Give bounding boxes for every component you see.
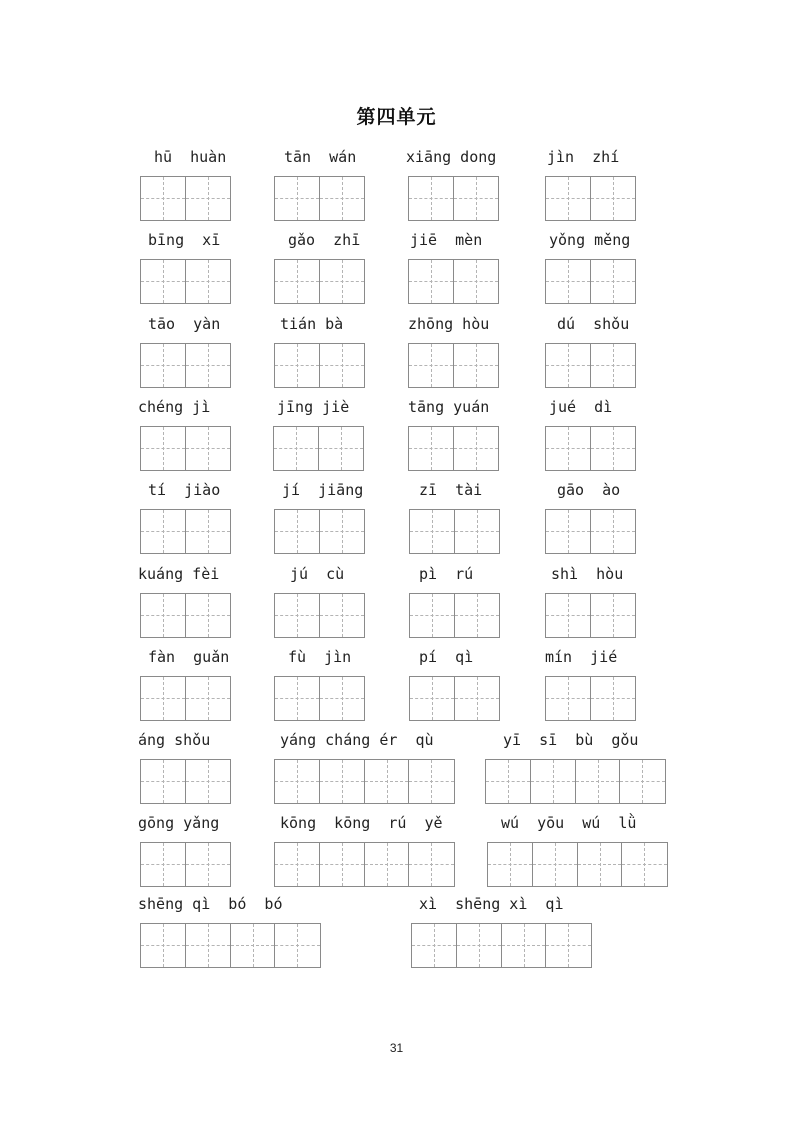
tianzige-cell[interactable] [141, 510, 186, 553]
tianzige-cell[interactable] [186, 594, 231, 637]
writing-grid[interactable] [274, 593, 365, 638]
tianzige-cell[interactable] [546, 924, 591, 967]
tianzige-cell[interactable] [546, 510, 591, 553]
pinyin-label: jí jiāng [282, 481, 364, 499]
writing-grid[interactable] [140, 842, 231, 887]
pinyin-label: jué dì [549, 398, 613, 416]
pinyin-label: shēng qì bó bó [138, 895, 283, 913]
tianzige-cell[interactable] [141, 260, 186, 303]
writing-grid[interactable] [409, 593, 500, 638]
tianzige-cell[interactable] [275, 260, 320, 303]
pinyin-label: pí qì [419, 648, 474, 666]
tianzige-cell[interactable] [320, 677, 365, 720]
tianzige-cell[interactable] [591, 344, 636, 387]
pinyin-label: tān wán [284, 148, 357, 166]
writing-grid[interactable] [274, 759, 455, 804]
tianzige-cell[interactable] [141, 677, 186, 720]
tianzige-cell[interactable] [186, 510, 231, 553]
tianzige-cell[interactable] [274, 427, 319, 470]
writing-grid[interactable] [409, 676, 500, 721]
tianzige-cell[interactable] [546, 344, 591, 387]
tianzige-cell[interactable] [320, 594, 365, 637]
tianzige-cell[interactable] [141, 843, 186, 886]
writing-grid[interactable] [545, 593, 636, 638]
writing-grid[interactable] [273, 426, 364, 471]
writing-grid[interactable] [545, 509, 636, 554]
tianzige-cell[interactable] [578, 843, 623, 886]
tianzige-cell[interactable] [488, 843, 533, 886]
tianzige-cell[interactable] [141, 177, 186, 220]
pinyin-label: tí jiào [148, 481, 221, 499]
tianzige-cell[interactable] [320, 344, 365, 387]
tianzige-cell[interactable] [320, 510, 365, 553]
writing-grid[interactable] [274, 343, 365, 388]
tianzige-cell[interactable] [275, 510, 320, 553]
tianzige-cell[interactable] [275, 177, 320, 220]
tianzige-cell[interactable] [409, 427, 454, 470]
tianzige-cell[interactable] [622, 843, 667, 886]
tianzige-cell[interactable] [531, 760, 576, 803]
tianzige-cell[interactable] [546, 427, 591, 470]
pinyin-label: kuáng fèi [138, 565, 220, 583]
writing-grid[interactable] [140, 176, 231, 221]
tianzige-cell[interactable] [454, 260, 499, 303]
writing-grid[interactable] [274, 509, 365, 554]
tianzige-cell[interactable] [186, 924, 231, 967]
pinyin-label: fù jìn [288, 648, 352, 666]
tianzige-cell[interactable] [576, 760, 621, 803]
writing-grid[interactable] [274, 676, 365, 721]
pinyin-label: shì hòu [551, 565, 624, 583]
writing-grid[interactable] [545, 676, 636, 721]
tianzige-cell[interactable] [546, 260, 591, 303]
tianzige-cell[interactable] [591, 510, 636, 553]
pinyin-label: yī sī bù gǒu [503, 731, 639, 749]
writing-grid[interactable] [140, 426, 231, 471]
pinyin-label: wú yōu wú lǜ [501, 814, 637, 832]
tianzige-cell[interactable] [454, 344, 499, 387]
tianzige-cell[interactable] [409, 177, 454, 220]
pinyin-label: jīng jiè [277, 398, 350, 416]
tianzige-cell[interactable] [533, 843, 578, 886]
tianzige-cell[interactable] [591, 260, 636, 303]
page-number: 31 [389, 1041, 404, 1055]
tianzige-cell[interactable] [320, 760, 365, 803]
writing-grid[interactable] [545, 426, 636, 471]
tianzige-cell[interactable] [546, 594, 591, 637]
tianzige-cell[interactable] [365, 843, 410, 886]
writing-grid[interactable] [545, 259, 636, 304]
pinyin-label: jìn zhí [547, 148, 620, 166]
tianzige-cell[interactable] [275, 924, 320, 967]
page-title: 第四单元 [356, 106, 437, 128]
tianzige-cell[interactable] [454, 177, 499, 220]
writing-grid[interactable] [411, 923, 592, 968]
pinyin-label: tāo yàn [148, 315, 221, 333]
tianzige-cell[interactable] [275, 677, 320, 720]
tianzige-cell[interactable] [410, 594, 455, 637]
tianzige-cell[interactable] [231, 924, 276, 967]
tianzige-cell[interactable] [186, 677, 231, 720]
pinyin-label: yǒng měng [549, 231, 631, 249]
tianzige-cell[interactable] [454, 427, 499, 470]
tianzige-cell[interactable] [320, 843, 365, 886]
tianzige-cell[interactable] [409, 760, 454, 803]
tianzige-cell[interactable] [319, 427, 364, 470]
tianzige-cell[interactable] [591, 677, 636, 720]
tianzige-cell[interactable] [455, 677, 500, 720]
writing-grid[interactable] [408, 426, 499, 471]
tianzige-cell[interactable] [320, 260, 365, 303]
pinyin-label: mín jié [545, 648, 618, 666]
writing-grid[interactable] [140, 676, 231, 721]
writing-grid[interactable] [545, 176, 636, 221]
tianzige-cell[interactable] [591, 177, 636, 220]
tianzige-cell[interactable] [410, 677, 455, 720]
tianzige-cell[interactable] [186, 427, 231, 470]
tianzige-cell[interactable] [141, 594, 186, 637]
tianzige-cell[interactable] [546, 677, 591, 720]
tianzige-cell[interactable] [502, 924, 547, 967]
pinyin-label: gǎo zhī [288, 231, 361, 249]
tianzige-cell[interactable] [141, 427, 186, 470]
pinyin-label: xiāng dong [406, 148, 497, 166]
pinyin-label: fàn guǎn [148, 648, 230, 666]
writing-grid[interactable] [408, 343, 499, 388]
pinyin-label: xì shēng xì qì [419, 895, 564, 913]
tianzige-cell[interactable] [546, 177, 591, 220]
writing-grid[interactable] [274, 259, 365, 304]
writing-grid[interactable] [140, 343, 231, 388]
pinyin-label: tāng yuán [408, 398, 490, 416]
tianzige-cell[interactable] [141, 344, 186, 387]
pinyin-label: tián bà [280, 315, 344, 333]
tianzige-cell[interactable] [591, 594, 636, 637]
writing-grid[interactable] [140, 509, 231, 554]
tianzige-cell[interactable] [275, 594, 320, 637]
writing-grid[interactable] [274, 842, 455, 887]
tianzige-cell[interactable] [412, 924, 457, 967]
tianzige-cell[interactable] [186, 760, 231, 803]
writing-grid[interactable] [140, 923, 321, 968]
tianzige-cell[interactable] [486, 760, 531, 803]
pinyin-label: hū huàn [154, 148, 227, 166]
tianzige-cell[interactable] [455, 594, 500, 637]
writing-grid[interactable] [140, 259, 231, 304]
pinyin-label: pì rú [419, 565, 474, 583]
tianzige-cell[interactable] [409, 260, 454, 303]
tianzige-cell[interactable] [320, 177, 365, 220]
writing-grid[interactable] [485, 759, 666, 804]
pinyin-label: yáng cháng ér qù [280, 731, 434, 749]
tianzige-cell[interactable] [275, 843, 320, 886]
tianzige-cell[interactable] [620, 760, 665, 803]
tianzige-cell[interactable] [186, 344, 231, 387]
tianzige-cell[interactable] [455, 510, 500, 553]
tianzige-cell[interactable] [141, 760, 186, 803]
writing-grid[interactable] [140, 593, 231, 638]
writing-grid[interactable] [545, 343, 636, 388]
pinyin-label: gōng yǎng [138, 814, 220, 832]
tianzige-cell[interactable] [186, 260, 231, 303]
pinyin-label: jiē mèn [410, 231, 483, 249]
tianzige-cell[interactable] [275, 760, 320, 803]
writing-grid[interactable] [408, 259, 499, 304]
writing-grid[interactable] [274, 176, 365, 221]
pinyin-label: jú cù [290, 565, 345, 583]
tianzige-cell[interactable] [141, 924, 186, 967]
pinyin-label: áng shǒu [138, 731, 211, 749]
writing-grid[interactable] [408, 176, 499, 221]
pinyin-label: zī tài [419, 481, 483, 499]
tianzige-cell[interactable] [186, 843, 231, 886]
writing-grid[interactable] [487, 842, 668, 887]
tianzige-cell[interactable] [365, 760, 410, 803]
tianzige-cell[interactable] [410, 510, 455, 553]
tianzige-cell[interactable] [591, 427, 636, 470]
pinyin-label: dú shǒu [557, 315, 630, 333]
pinyin-label: kōng kōng rú yě [280, 814, 443, 832]
writing-grid[interactable] [140, 759, 231, 804]
pinyin-label: gāo ào [557, 481, 621, 499]
pinyin-label: zhōng hòu [408, 315, 490, 333]
writing-grid[interactable] [409, 509, 500, 554]
tianzige-cell[interactable] [409, 344, 454, 387]
tianzige-cell[interactable] [409, 843, 454, 886]
tianzige-cell[interactable] [457, 924, 502, 967]
tianzige-cell[interactable] [186, 177, 231, 220]
tianzige-cell[interactable] [275, 344, 320, 387]
pinyin-label: chéng jì [138, 398, 211, 416]
pinyin-label: bīng xī [148, 231, 221, 249]
